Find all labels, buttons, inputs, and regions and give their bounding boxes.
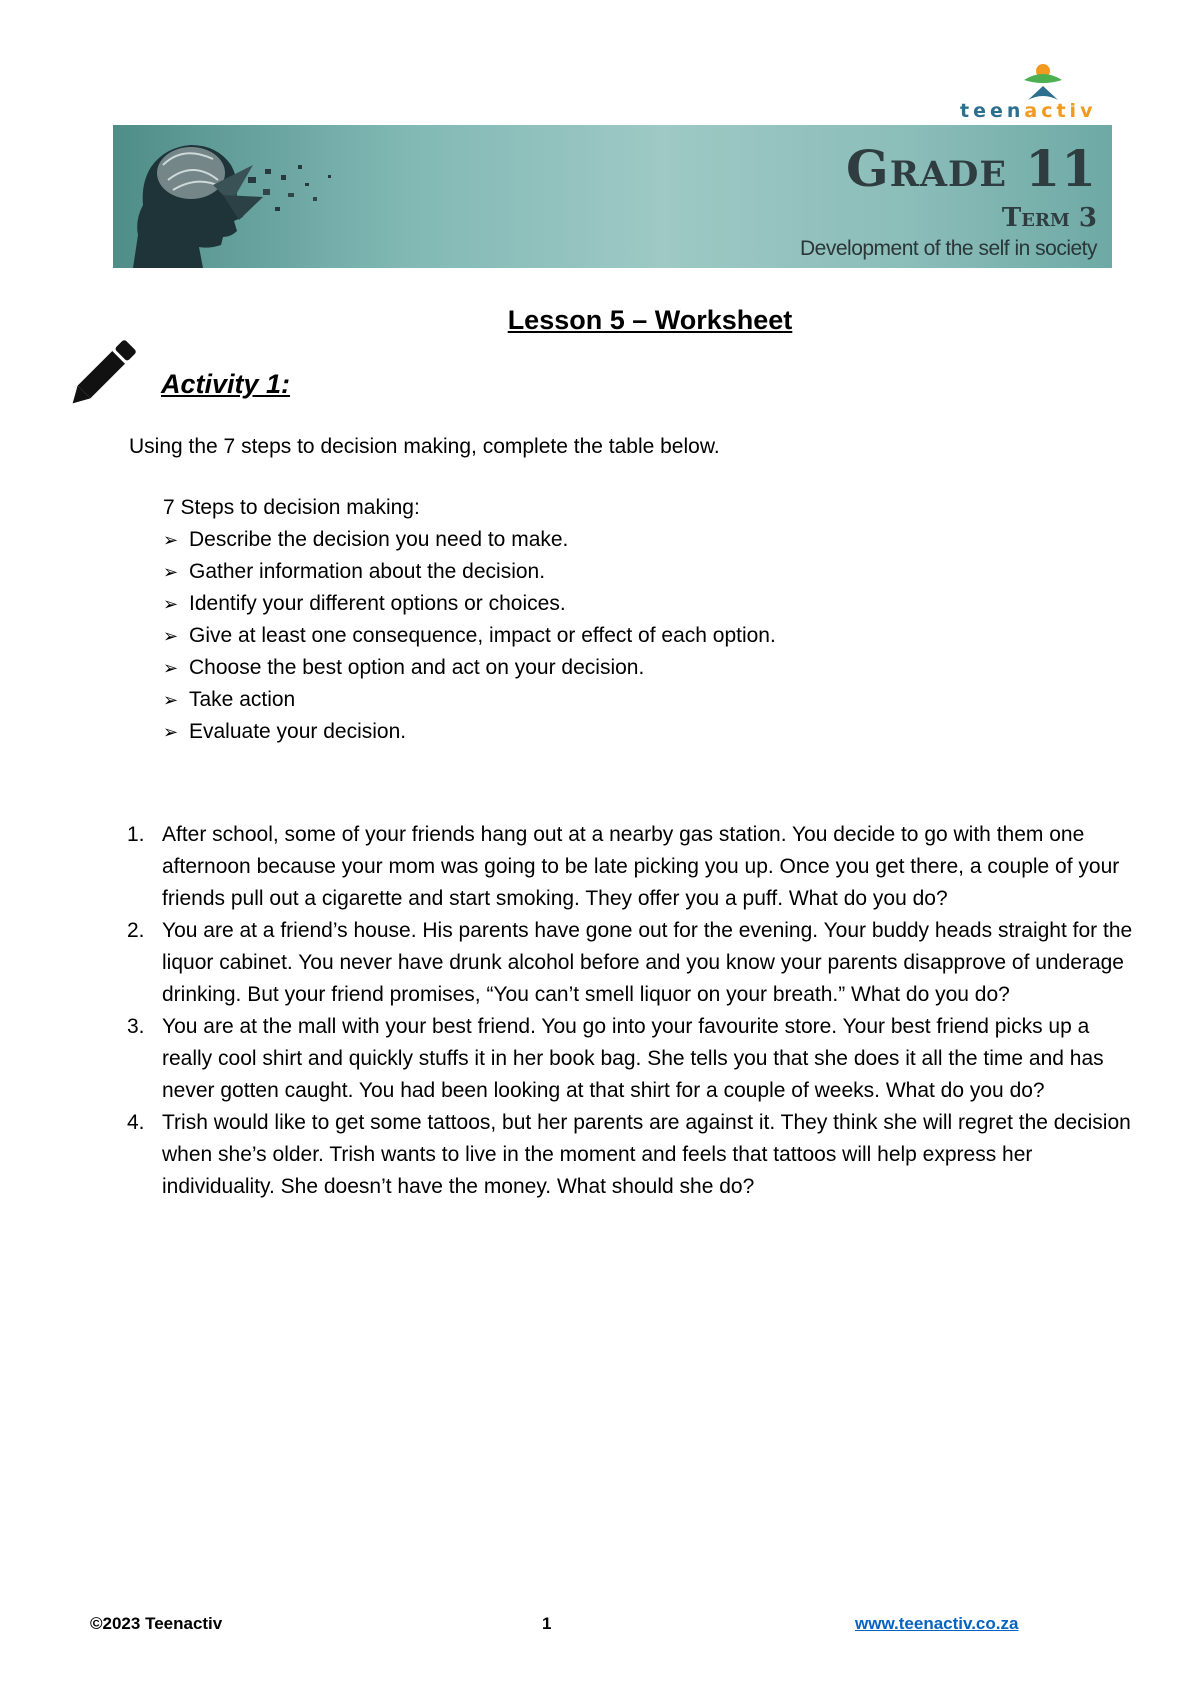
pencil-icon — [68, 328, 148, 408]
list-item: ➢ Gather information about the decision. — [163, 556, 776, 588]
question-3: 3. You are at the mall with your best friend. You go into your favourite store. Your best friend picks up a really cool shirt and quickly stuffs it in her book bag. She tells you that she does it all the time and has never gotten caught. You had been looking at that shirt for a couple of weeks. What do you do? — [127, 1015, 1104, 1102]
question-2: 2. You are at a friend’s house. His parents have gone out for the evening. Your buddy heads straight for the liquor cabinet. You never have drunk alcohol before and you know your parents disapprove of underage drinking. But your friend promises, “You can’t smell liquor on your breath.” What do you do? — [127, 919, 1133, 1006]
head-silhouette-icon — [113, 125, 413, 268]
arrow-bullet-icon: ➢ — [163, 562, 179, 582]
arrow-bullet-icon: ➢ — [163, 658, 179, 678]
header-banner — [113, 125, 1112, 268]
list-item: ➢ Identify your different options or choices. — [163, 588, 776, 620]
lesson-title: Lesson 5 – Worksheet — [507, 305, 793, 335]
teenactiv-logo: teenactiv — [960, 62, 1130, 122]
activity-instruction: Using the 7 steps to decision making, complete the table below. — [129, 435, 720, 458]
list-item: ➢ Evaluate your decision. — [163, 716, 776, 748]
list-item: ➢ Describe the decision you need to make. — [163, 524, 776, 556]
arrow-bullet-icon: ➢ — [163, 690, 179, 710]
banner-grade: Grade 11 — [846, 139, 1097, 198]
website-link[interactable]: www.teenactiv.co.za — [855, 1614, 1019, 1633]
steps-list — [163, 492, 776, 748]
banner-subtitle: Development of the self in society — [800, 237, 1097, 260]
arrow-bullet-icon: ➢ — [163, 722, 179, 742]
arrow-bullet-icon: ➢ — [163, 530, 179, 550]
question-4: 4. Trish would like to get some tattoos, but her parents are against it. They think she will regret the decision when she’s older. Trish wants to live in the moment and feels that tattoos will help express her individuality. She doesn’t have the money. What should she do? — [127, 1111, 1131, 1198]
list-item: ➢ Give at least one consequence, impact or effect of each option. — [163, 620, 776, 652]
logo-flower-icon — [1020, 62, 1066, 102]
footer-copyright: ©2023 Teenactiv — [90, 1614, 223, 1633]
banner-term: Term 3 — [1001, 203, 1097, 233]
arrow-bullet-icon: ➢ — [163, 594, 179, 614]
page-number: 1 — [542, 1614, 552, 1633]
list-item: ➢ Take action — [163, 684, 776, 716]
steps-heading: 7 Steps to decision making: — [163, 496, 420, 519]
question-1: 1. After school, some of your friends hang out at a nearby gas station. You decide to go with them one afternoon because your mom was going to be late picking you up. Once you get there, a couple of your friends pull out a cigarette and start smoking. They offer you a puff. What do you do? — [127, 823, 1120, 910]
activity-title: Activity 1: — [161, 369, 291, 399]
arrow-bullet-icon: ➢ — [163, 626, 179, 646]
list-item: ➢ Choose the best option and act on your decision. — [163, 652, 776, 684]
scenario-questions — [127, 819, 1137, 1203]
